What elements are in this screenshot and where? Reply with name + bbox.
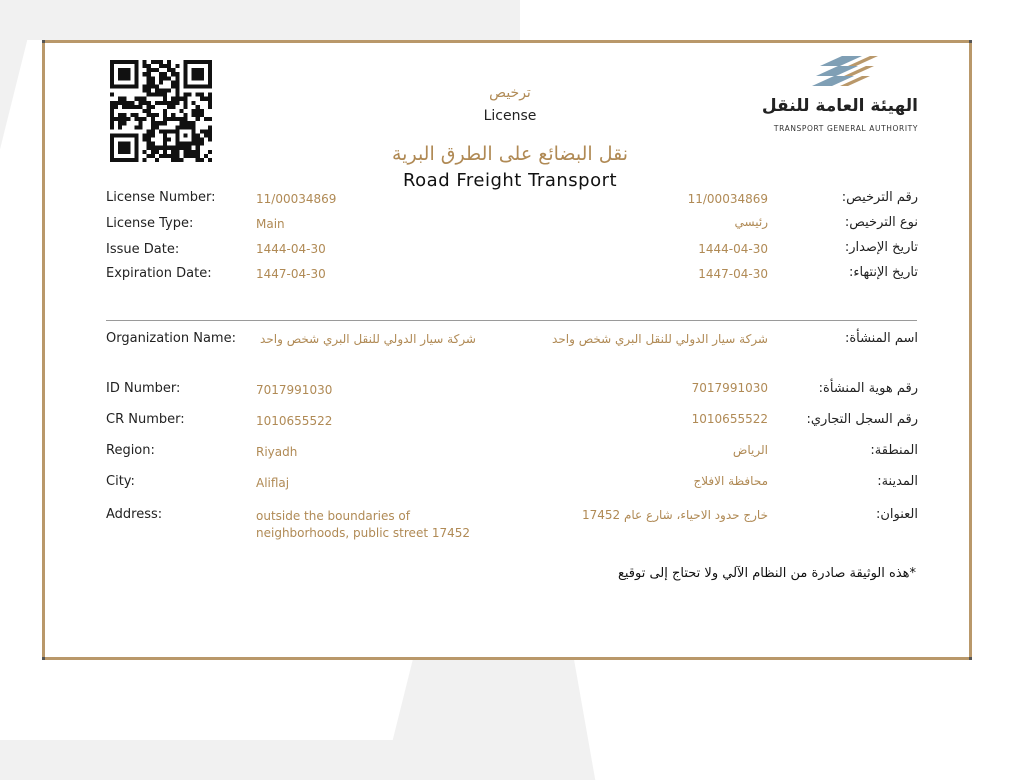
license-type-value-en: Main: [256, 217, 285, 231]
issue-date-label-ar: تاريخ الإصدار:: [844, 240, 918, 255]
issue-date-value-en: 1444-04-30: [256, 242, 326, 256]
expiration-date-value-ar: 1447-04-30: [698, 267, 768, 281]
corner-dot: [969, 40, 972, 43]
region-value-en: Riyadh: [256, 445, 298, 459]
qr-code-icon: [110, 60, 212, 162]
license-number-value-ar: 11/00034869: [687, 192, 768, 206]
issue-date-value-ar: 1444-04-30: [698, 242, 768, 256]
organization-name-label-en: Organization Name:: [106, 331, 236, 346]
section-divider: [106, 320, 917, 321]
organization-name-label-ar: اسم المنشأة:: [844, 331, 918, 346]
license-type-label-ar: نوع الترخيص:: [844, 215, 918, 230]
cr-number-value-en: 1010655522: [256, 414, 333, 428]
frame-border-right: [969, 40, 972, 660]
document-title-en: Road Freight Transport: [402, 170, 618, 191]
license-type-label-en: License Type:: [106, 216, 194, 231]
region-label-en: Region:: [106, 443, 155, 458]
address-value-en: outside the boundaries of neighborhoods, public street 17452: [256, 509, 471, 540]
authority-name-en: TRANSPORT GENERAL AUTHORITY: [773, 124, 918, 133]
cr-number-value-ar: 1010655522: [691, 412, 768, 426]
address-value-ar: خارج حدود الاحياء، شارع عام 17452: [581, 508, 768, 522]
expiration-date-value-en: 1447-04-30: [256, 267, 326, 281]
license-number-label-ar: رقم الترخيص:: [841, 190, 918, 205]
document-title-ar: نقل البضائع على الطرق البرية: [391, 143, 628, 165]
address-label-ar: العنوان:: [875, 507, 918, 522]
id-number-label-ar: رقم هوية المنشأة:: [818, 381, 918, 396]
expiration-date-label-ar: تاريخ الإنتهاء:: [848, 265, 918, 280]
issue-date-label-en: Issue Date:: [106, 242, 180, 257]
frame-border-left: [42, 40, 45, 660]
organization-name-value-en: شركة سيار الدولي للنقل البري شخص واحد: [260, 332, 476, 346]
organization-name-value-ar: شركة سيار الدولي للنقل البري شخص واحد: [552, 332, 768, 346]
frame-border-bottom: [42, 657, 972, 660]
region-label-ar: المنطقة:: [870, 443, 918, 458]
license-number-label-en: License Number:: [106, 190, 216, 205]
auto-issued-note: *هذه الوثيقة صادرة من النظام الآلي ولا تحتاج إلى توقيع: [617, 566, 916, 581]
authority-name-ar: الهيئة العامة للنقل: [761, 96, 918, 116]
expiration-date-label-en: Expiration Date:: [106, 266, 212, 281]
authority-logo: [761, 52, 922, 136]
city-value-ar: محافظة الافلاج: [693, 474, 768, 488]
id-number-value-ar: 7017991030: [691, 381, 768, 395]
id-number-label-en: ID Number:: [106, 381, 181, 396]
corner-dot: [42, 657, 45, 660]
license-number-value-en: 11/00034869: [256, 192, 337, 206]
corner-dot: [42, 40, 45, 43]
city-value-en: Aliflaj: [256, 476, 290, 490]
license-type-value-ar: رئيسي: [734, 215, 768, 229]
address-label-en: Address:: [106, 507, 163, 522]
cr-number-label-en: CR Number:: [106, 412, 185, 427]
document-type-en: License: [483, 108, 537, 124]
region-value-ar: الرياض: [732, 443, 768, 457]
cr-number-label-ar: رقم السجل التجاري:: [806, 412, 918, 427]
corner-dot: [969, 657, 972, 660]
id-number-value-en: 7017991030: [256, 383, 333, 397]
frame-border-top: [42, 40, 972, 43]
tga-logo-icon: [812, 52, 882, 94]
document-type-ar: ترخيص: [489, 85, 531, 101]
city-label-ar: المدينة:: [877, 474, 918, 489]
city-label-en: City:: [106, 474, 135, 489]
